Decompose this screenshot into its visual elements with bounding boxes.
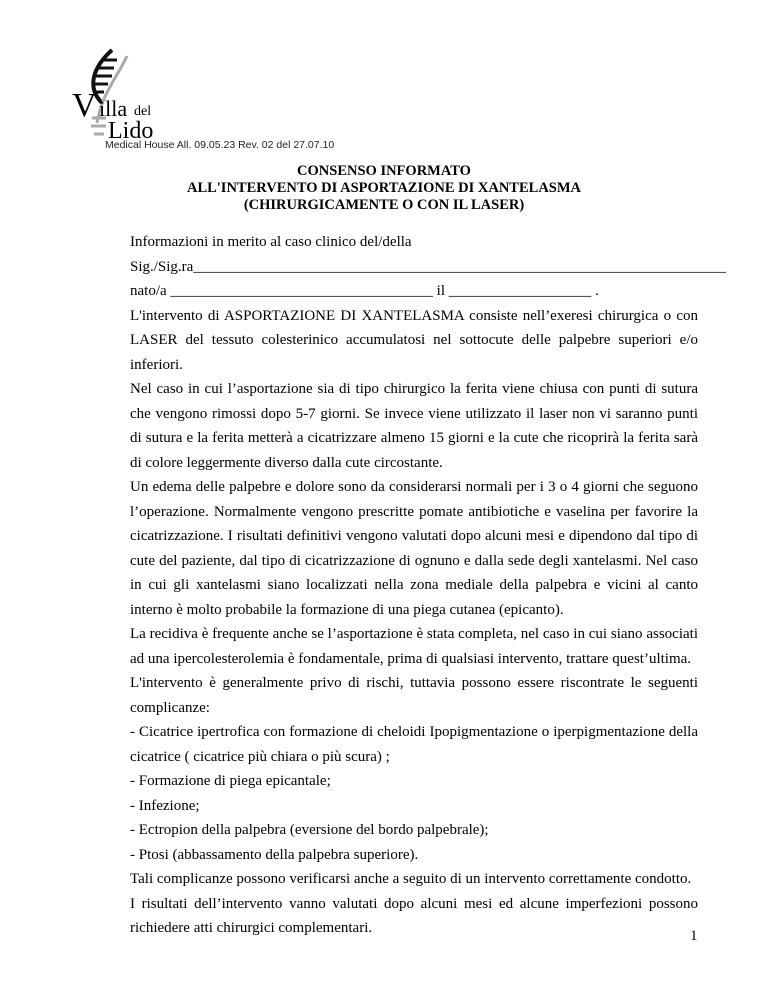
svg-text:del: del — [134, 104, 152, 119]
patient-name-field: Sig./Sig.ra_______________________________________________________________________ — [130, 258, 726, 275]
page-number: 1 — [690, 928, 698, 944]
svg-text:illa: illa — [99, 96, 128, 121]
title-line: ALL'INTERVENTO DI ASPORTAZIONE DI XANTELASMA — [186, 180, 582, 196]
paragraph: L'intervento di ASPORTAZIONE DI XANTELASMA consiste nell’exeresi chirurgica o con LASER del tessuto colesterinico accumulatosi nel sottocute delle palpebre superiori e/o inferiori. — [130, 307, 698, 373]
document-revision-info: Medical House All. 09.05.23 Rev. 02 del 27.07.10 — [105, 139, 335, 151]
paragraph: Tali complicanze possono verificarsi anche a seguito di un intervento correttamente condotto. — [130, 871, 692, 887]
villa-del-lido-logo — [72, 48, 192, 148]
list-item: - Ptosi (abbassamento della palpebra superiore). — [130, 846, 419, 863]
paragraph: L'intervento è generalmente privo di rischi, tuttavia possono essere riscontrate le seguenti complicanze: — [130, 675, 698, 716]
paragraph: La recidiva è frequente anche se l’asportazione è stata completa, nel caso in cui siano associati ad una ipercolesterolemia è fondamentale, prima di qualsiasi intervento, trattare quest’ultima. — [130, 626, 698, 667]
intro-paragraph: Informazioni in merito al caso clinico del/della — [130, 234, 412, 250]
list-item: - Formazione di piega epicantale; — [130, 773, 331, 789]
list-item: - Ectropion della palpebra (eversione del bordo palpebrale); — [130, 822, 489, 838]
birth-place-date-field: nato/a ___________________________________ il ___________________ . — [130, 283, 599, 299]
svg-text:Lido: Lido — [108, 118, 154, 144]
document-title — [0, 163, 768, 214]
paragraph: Un edema delle palpebre e dolore sono da considerarsi normali per i 3 o 4 giorni che seguono l’operazione. Normalmente vengono prescritte pomate antibiotiche e vaselina per favorire la cicatrizzazione. I risultati definitivi vengono valutati dopo alcuni mesi e dipendono dal tipo di cute del paziente, dal tipo di cicatrizzazione di ognuno e dalla sede degli xantelasmi. Nel caso in cui gli xantelasmi siano localizzati nella zona mediale della palpebra e vicini al canto interno è molto probabile la formazione di una piega cutanea (epicanto). — [130, 479, 698, 618]
paragraph: Nel caso in cui l’asportazione sia di tipo chirurgico la ferita viene chiusa con punti di sutura che vengono rimossi dopo 5-7 giorni. Se invece viene utilizzato il laser non vi saranno punti di sutura e la ferita metterà a cicatrizzare almeno 15 giorni e la cute che ricoprirà la ferita sarà di colore leggermente diverso dalla cute circostante. — [130, 381, 698, 471]
title-line: CONSENSO INFORMATO — [297, 163, 471, 179]
svg-text:V: V — [72, 87, 97, 124]
title-line: (CHIRURGICAMENTE O CON IL LASER) — [243, 197, 525, 213]
document-body — [130, 230, 726, 941]
list-item: - Infezione; — [130, 797, 200, 814]
paragraph: I risultati dell’intervento vanno valutati dopo alcuni mesi ed alcune imperfezioni possono richiedere atti chirurgici complementari. — [130, 895, 698, 936]
list-item: - Cicatrice ipertrofica con formazione di cheloidi Ipopigmentazione o iperpigmentazione della cicatrice ( cicatrice più chiara o più scura) ; — [130, 724, 698, 765]
